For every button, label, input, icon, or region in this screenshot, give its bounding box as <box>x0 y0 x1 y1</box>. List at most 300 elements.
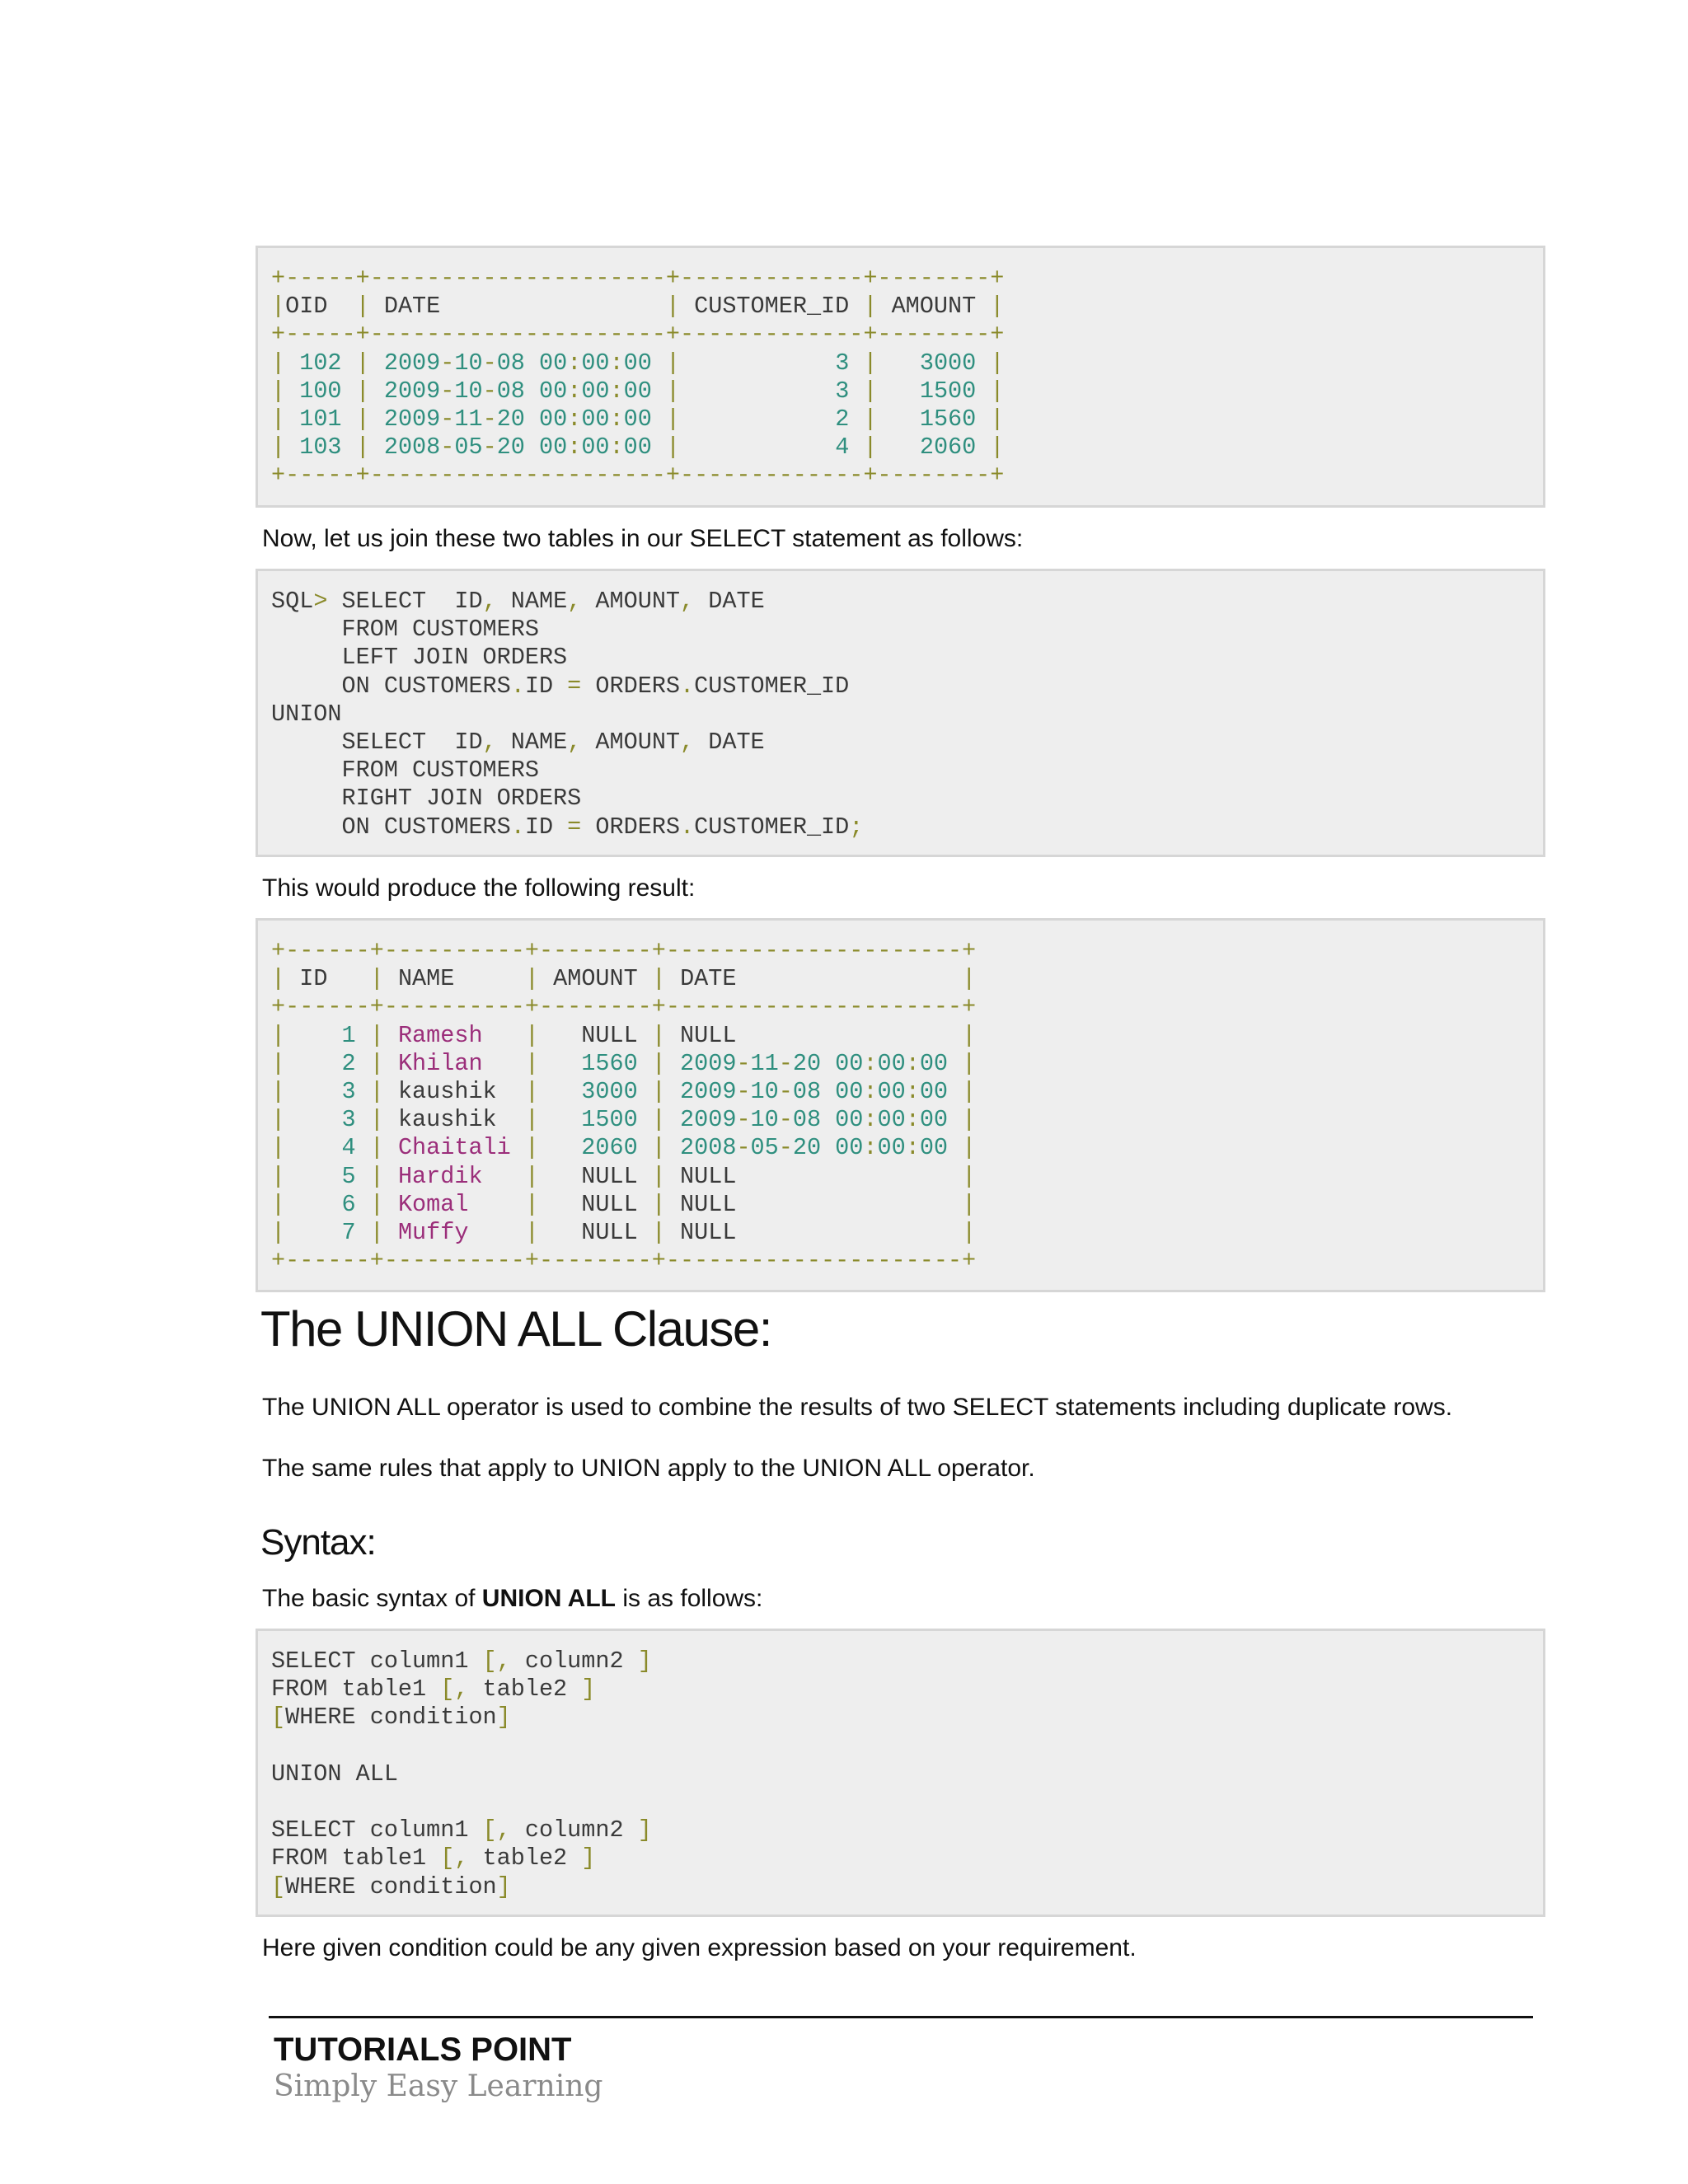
code-token: : <box>863 1049 878 1077</box>
code-token: | <box>271 1049 342 1077</box>
code-token: | <box>510 1218 582 1246</box>
code-token: , <box>482 728 511 756</box>
code-token: NULL <box>680 1218 963 1246</box>
code-token: - <box>736 1106 751 1134</box>
code-token: | <box>355 1077 398 1105</box>
code-token: Chaitali <box>397 1134 511 1162</box>
code-token: | <box>369 965 398 993</box>
code-token: : <box>567 377 582 405</box>
code-token: | <box>271 405 300 433</box>
code-line <box>271 265 1530 293</box>
code-token: ] <box>496 1704 511 1732</box>
code-token: | <box>355 1021 398 1049</box>
code-token: 00 <box>581 434 610 462</box>
code-token: , <box>680 588 709 615</box>
code-token: - <box>440 405 455 433</box>
code-token: SELECT ID <box>271 728 483 756</box>
code-token: | <box>976 434 1005 462</box>
code-token: ] <box>496 1872 511 1900</box>
code-token: : <box>905 1077 920 1105</box>
code-token: : <box>905 1106 920 1134</box>
code-token: : <box>609 377 624 405</box>
code-token: kaushik <box>397 1106 511 1134</box>
code-token: Hardik <box>397 1162 511 1190</box>
code-token: 2009 <box>680 1106 737 1134</box>
code-token: Khilan <box>397 1049 511 1077</box>
code-token: > <box>313 588 342 615</box>
code-line <box>271 616 1530 644</box>
code-token: 20 00 <box>496 405 568 433</box>
code-line <box>271 1191 1530 1219</box>
code-token: ORDERS <box>581 813 681 841</box>
code-token: 7 <box>341 1218 356 1246</box>
code-token: 2 <box>835 405 850 433</box>
code-token: ORDERS <box>581 672 681 700</box>
code-token: - <box>482 377 497 405</box>
code-line <box>271 937 1530 965</box>
code-token: LEFT JOIN ORDERS <box>271 644 568 672</box>
code-token: : <box>567 405 582 433</box>
code-line <box>271 1704 1530 1732</box>
code-token: 2009 <box>383 377 441 405</box>
code-token: ] <box>581 1675 596 1704</box>
code-token: CUSTOMER_ID <box>680 293 864 321</box>
code-token: | <box>651 405 836 433</box>
code-line <box>271 993 1530 1021</box>
code-token: +------+----------+--------+---------------------+ <box>271 1247 977 1275</box>
code-token: : <box>863 1077 878 1105</box>
code-token: UNION <box>271 700 342 728</box>
code-token: 10 <box>454 377 483 405</box>
code-token: 6 <box>341 1190 356 1218</box>
join-query-block <box>256 569 1545 857</box>
code-token: 2 <box>341 1049 356 1077</box>
code-token: - <box>736 1077 751 1105</box>
code-token: 1500 <box>581 1106 652 1134</box>
code-line <box>271 588 1530 616</box>
section-heading: The UNION ALL Clause: <box>260 1301 771 1357</box>
code-token: | <box>651 965 681 993</box>
code-token: NULL <box>680 1162 963 1190</box>
code-token: | <box>962 965 977 993</box>
code-token: | <box>651 349 836 377</box>
code-line <box>271 785 1530 813</box>
code-token: : <box>905 1049 920 1077</box>
code-token: 3 <box>341 1106 356 1134</box>
code-line <box>271 434 1530 462</box>
code-token: | <box>271 1021 342 1049</box>
code-token: | <box>948 1106 977 1134</box>
code-token: 11 <box>750 1049 779 1077</box>
code-token: : <box>905 1134 920 1162</box>
code-token: - <box>778 1106 793 1134</box>
code-token: : <box>863 1106 878 1134</box>
code-token: 00 <box>919 1106 949 1134</box>
code-token: | <box>355 1190 398 1218</box>
code-token: OID <box>285 293 356 321</box>
code-token: 2009 <box>680 1049 737 1077</box>
code-token: CUSTOMER_ID <box>694 813 850 841</box>
code-token: | <box>849 405 920 433</box>
code-token: +------+----------+--------+---------------------+ <box>271 937 977 964</box>
code-token: . <box>680 813 695 841</box>
code-line <box>271 1247 1530 1275</box>
code-token: | <box>651 1021 681 1049</box>
code-token: | <box>271 1218 342 1246</box>
code-token: AMOUNT <box>553 965 652 993</box>
code-line <box>271 813 1530 841</box>
code-line <box>271 1675 1530 1704</box>
code-token: 00 <box>581 405 610 433</box>
code-line <box>271 1732 1530 1760</box>
code-token: ] <box>637 1647 652 1675</box>
code-token: FROM CUSTOMERS <box>271 616 539 644</box>
code-token: | <box>948 1134 977 1162</box>
code-token: | <box>849 349 920 377</box>
code-line <box>271 1788 1530 1816</box>
code-token: RIGHT JOIN ORDERS <box>271 785 582 813</box>
code-token: | <box>271 1134 342 1162</box>
code-token: | <box>510 1134 582 1162</box>
code-token: 2009 <box>383 349 441 377</box>
code-line <box>271 965 1530 993</box>
code-token: | <box>355 293 370 321</box>
code-token: - <box>778 1077 793 1105</box>
code-token: | <box>651 1162 681 1190</box>
code-token: [ <box>271 1704 286 1732</box>
code-token: 00 <box>623 405 652 433</box>
code-token: 00 <box>877 1134 906 1162</box>
code-token: DATE <box>708 728 765 756</box>
code-token: [ <box>271 1872 286 1900</box>
code-token: DATE <box>369 293 666 321</box>
code-token: NULL <box>581 1162 652 1190</box>
code-token: : <box>863 1134 878 1162</box>
code-token: 2009 <box>383 405 441 433</box>
intro-paragraph: Now, let us join these two tables in our SELECT statement as follows: <box>262 525 1024 552</box>
code-token: - <box>440 377 455 405</box>
code-token: 4 <box>835 434 850 462</box>
code-token: Ramesh <box>397 1021 511 1049</box>
code-line <box>271 377 1530 405</box>
code-token: 101 <box>299 405 342 433</box>
syntax-intro-before: The basic syntax of <box>262 1585 482 1612</box>
code-token: - <box>482 405 497 433</box>
code-token: | <box>962 1021 977 1049</box>
code-token: 20 00 <box>496 434 568 462</box>
closing-paragraph: Here given condition could be any given expression based on your requirement. <box>262 1934 1137 1961</box>
code-token: - <box>778 1134 793 1162</box>
code-token: | <box>271 377 300 405</box>
code-token: | <box>863 293 878 321</box>
code-token: | <box>510 1077 582 1105</box>
code-token: NAME <box>510 728 568 756</box>
code-token: : <box>609 349 624 377</box>
code-token: | <box>948 1077 977 1105</box>
code-token: | <box>510 1162 582 1190</box>
footer-tagline: Simply Easy Learning <box>274 2069 603 2103</box>
code-token: | <box>510 1190 582 1218</box>
code-token: | <box>271 1106 342 1134</box>
code-line <box>271 1022 1530 1050</box>
code-token: | <box>651 1077 681 1105</box>
code-token: | <box>962 1190 977 1218</box>
code-token: 00 <box>623 377 652 405</box>
code-token: column2 <box>524 1816 638 1844</box>
code-line <box>271 293 1530 321</box>
code-line <box>271 701 1530 729</box>
code-token: AMOUNT <box>595 588 681 615</box>
code-token: table2 <box>482 1675 582 1704</box>
code-token: | <box>271 293 286 321</box>
code-token: | <box>271 1162 342 1190</box>
code-token: ] <box>637 1816 652 1844</box>
code-line <box>271 729 1530 757</box>
code-token: [, <box>440 1675 483 1704</box>
code-token: | <box>849 377 920 405</box>
code-token: ID <box>524 672 568 700</box>
code-token: 00 <box>919 1134 949 1162</box>
code-line <box>271 1760 1530 1788</box>
code-token: 3 <box>835 377 850 405</box>
code-token: 2009 <box>680 1077 737 1105</box>
code-line <box>271 1106 1530 1134</box>
code-token: | <box>355 1218 398 1246</box>
code-token: 5 <box>341 1162 356 1190</box>
code-token: . <box>680 672 695 700</box>
code-token: ] <box>581 1844 596 1872</box>
code-token: column2 <box>524 1647 638 1675</box>
code-token: | <box>271 1190 342 1218</box>
code-token: +-----+---------------------+-------------+--------+ <box>271 462 1005 490</box>
code-token: , <box>482 588 511 615</box>
code-token: 10 <box>750 1106 779 1134</box>
code-token: | <box>271 349 300 377</box>
footer-divider <box>269 2016 1533 2018</box>
code-line <box>271 1219 1530 1247</box>
code-token: | <box>651 1218 681 1246</box>
code-token: NAME <box>510 588 568 615</box>
syntax-code-block <box>256 1629 1545 1917</box>
code-token: SELECT ID <box>341 588 483 615</box>
code-token: ; <box>849 813 864 841</box>
code-token: ID <box>299 965 370 993</box>
union-all-description: The UNION ALL operator is used to combine the results of two SELECT statements including duplicate rows. <box>262 1394 1453 1421</box>
code-token: : <box>609 434 624 462</box>
code-token: 20 00 <box>792 1134 864 1162</box>
code-token: ID <box>524 813 568 841</box>
code-token: - <box>736 1049 751 1077</box>
code-token: CUSTOMER_ID <box>694 672 850 700</box>
code-token: kaushik <box>397 1077 511 1105</box>
code-line <box>271 1134 1530 1162</box>
code-token: - <box>440 349 455 377</box>
code-token: | <box>271 1077 342 1105</box>
code-token: 11 <box>454 405 483 433</box>
code-token: Komal <box>397 1190 511 1218</box>
code-token: FROM table1 <box>271 1675 441 1704</box>
code-line <box>271 349 1530 377</box>
code-token: NULL <box>680 1021 963 1049</box>
code-token: | <box>962 1162 977 1190</box>
code-token: 2060 <box>581 1134 652 1162</box>
code-token: | <box>962 1218 977 1246</box>
code-token: DATE <box>680 965 963 993</box>
code-token: 2008 <box>383 434 441 462</box>
code-token: 00 <box>877 1077 906 1105</box>
code-token: , <box>567 588 596 615</box>
code-token: | <box>651 377 836 405</box>
code-token: NULL <box>680 1190 963 1218</box>
code-token: = <box>567 672 582 700</box>
code-token: 1500 <box>919 377 977 405</box>
code-token: - <box>482 349 497 377</box>
code-token: 10 <box>454 349 483 377</box>
code-token: 10 <box>750 1077 779 1105</box>
code-token: 4 <box>341 1134 356 1162</box>
result-table-block <box>256 918 1545 1292</box>
code-token: +------+----------+--------+---------------------+ <box>271 993 977 1021</box>
code-line <box>271 1050 1530 1078</box>
code-token: SELECT column1 <box>271 1816 483 1844</box>
code-token: 00 <box>919 1077 949 1105</box>
code-token: = <box>567 813 582 841</box>
code-token: , <box>680 728 709 756</box>
code-token: 2060 <box>919 434 977 462</box>
code-token: table2 <box>482 1844 582 1872</box>
code-token: ON CUSTOMERS <box>271 672 511 700</box>
code-token: +-----+---------------------+-------------+--------+ <box>271 265 1005 292</box>
code-token: AMOUNT <box>877 293 991 321</box>
code-token: 05 <box>750 1134 779 1162</box>
code-token: | <box>524 965 554 993</box>
code-token: - <box>736 1134 751 1162</box>
code-token: WHERE condition <box>285 1872 497 1900</box>
code-token: 3 <box>835 349 850 377</box>
code-token: - <box>440 434 455 462</box>
code-token: | <box>510 1106 582 1134</box>
code-line <box>271 1647 1530 1675</box>
code-token: NULL <box>581 1190 652 1218</box>
code-token: : <box>567 434 582 462</box>
code-token: . <box>510 672 525 700</box>
code-token: 08 00 <box>496 349 568 377</box>
code-token: | <box>665 293 681 321</box>
code-token: 1560 <box>581 1049 652 1077</box>
code-token: 00 <box>877 1049 906 1077</box>
code-token: ON CUSTOMERS <box>271 813 511 841</box>
code-line <box>271 673 1530 701</box>
code-token: | <box>976 405 1005 433</box>
code-line <box>271 757 1530 785</box>
code-token: | <box>271 965 300 993</box>
code-token: | <box>849 434 920 462</box>
code-line <box>271 1078 1530 1106</box>
code-token: UNION ALL <box>271 1760 398 1788</box>
code-token: | <box>976 349 1005 377</box>
code-token: WHERE condition <box>285 1704 497 1732</box>
result-intro-paragraph: This would produce the following result: <box>262 874 696 902</box>
code-token: | <box>651 434 836 462</box>
code-line <box>271 1816 1530 1844</box>
syntax-intro-paragraph <box>262 1584 762 1614</box>
code-token: - <box>778 1049 793 1077</box>
code-token: | <box>341 434 384 462</box>
code-token: 00 <box>623 434 652 462</box>
code-token: 00 <box>581 377 610 405</box>
code-token: 3000 <box>581 1077 652 1105</box>
code-token: 00 <box>581 349 610 377</box>
code-token: | <box>341 405 384 433</box>
code-token: . <box>510 813 525 841</box>
code-token: 00 <box>877 1106 906 1134</box>
code-token: : <box>567 349 582 377</box>
code-token: [, <box>482 1647 525 1675</box>
code-token: | <box>990 293 1005 321</box>
code-token: | <box>651 1190 681 1218</box>
code-token: 103 <box>299 434 342 462</box>
code-token: [, <box>482 1816 525 1844</box>
code-token: 08 00 <box>792 1106 864 1134</box>
syntax-heading: Syntax: <box>260 1522 376 1563</box>
code-token: : <box>609 405 624 433</box>
syntax-intro-bold: UNION ALL <box>481 1585 616 1612</box>
code-token: 3 <box>341 1077 356 1105</box>
code-token: | <box>271 434 300 462</box>
code-token: 100 <box>299 377 342 405</box>
code-token: | <box>355 1134 398 1162</box>
union-all-rules: The same rules that apply to UNION apply to the UNION ALL operator. <box>262 1455 1035 1482</box>
code-token: DATE <box>708 588 765 615</box>
code-line <box>271 321 1530 349</box>
footer-brand: TUTORIALS POINT <box>274 2032 572 2068</box>
code-token: FROM CUSTOMERS <box>271 757 539 785</box>
code-token: AMOUNT <box>595 728 681 756</box>
code-token: +-----+---------------------+-------------+--------+ <box>271 321 1005 349</box>
code-line <box>271 1163 1530 1191</box>
code-line <box>271 1873 1530 1901</box>
syntax-intro-after: is as follows: <box>616 1585 763 1612</box>
code-token: 08 00 <box>792 1077 864 1105</box>
code-token: 08 00 <box>496 377 568 405</box>
code-token: | <box>948 1049 977 1077</box>
code-token: NAME <box>397 965 525 993</box>
code-token: 1 <box>341 1021 356 1049</box>
code-token: | <box>510 1021 582 1049</box>
code-token: | <box>341 349 384 377</box>
code-token: [, <box>440 1844 483 1872</box>
code-line <box>271 462 1530 490</box>
code-token: | <box>355 1106 398 1134</box>
code-token: | <box>651 1134 681 1162</box>
code-token: 00 <box>919 1049 949 1077</box>
code-token: | <box>976 377 1005 405</box>
code-token: 2008 <box>680 1134 737 1162</box>
code-token: 00 <box>623 349 652 377</box>
code-token: | <box>355 1162 398 1190</box>
code-token: | <box>355 1049 398 1077</box>
code-token: Muffy <box>397 1218 511 1246</box>
code-token: | <box>510 1049 582 1077</box>
code-token: - <box>482 434 497 462</box>
code-token: | <box>341 377 384 405</box>
code-token: SQL <box>271 588 314 615</box>
code-line <box>271 405 1530 434</box>
orders-table-block <box>256 246 1545 508</box>
code-token: | <box>651 1049 681 1077</box>
code-token: 05 <box>454 434 483 462</box>
code-token: SELECT column1 <box>271 1647 483 1675</box>
